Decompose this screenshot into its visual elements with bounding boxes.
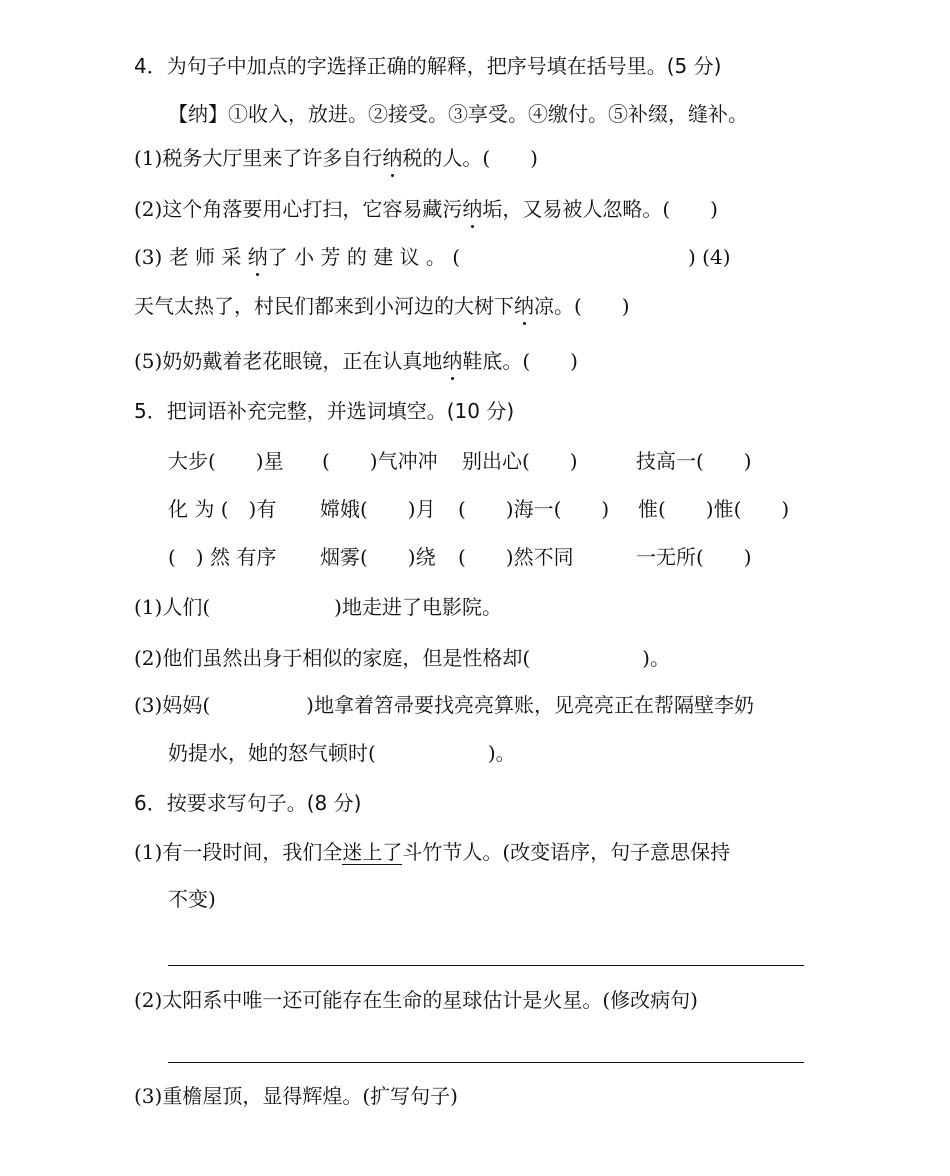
answer-line-1[interactable] [168,965,804,966]
q5-word-4: 技高一( ) [636,449,752,473]
q4-title: 4．为句子中加点的字选择正确的解释，把序号填在括号里。(5 分) [134,54,722,78]
q5-word-9: ( ) 然 有序 [168,545,277,569]
q5-fill-3: (3)妈妈( )地拿着笤帚要找亮亮算账，见亮亮正在帮隔壁李奶 [134,693,754,717]
q5-fill-2: (2)他们虽然出身于相似的家庭，但是性格却( )。 [134,646,670,670]
q5-word-6: 嫦娥( )月 [320,497,436,521]
q4-sentence-5: (5)奶奶戴着老花眼镜，正在认真地纳鞋底。( ) [134,349,578,373]
q4-sentence-2: (2)这个角落要用心打扫，它容易藏污纳垢，又易被人忽略。( ) [134,197,718,221]
q5-word-12: 一无所( ) [636,545,752,569]
answer-line-2[interactable] [168,1062,804,1063]
q6-sentence-2: (2)太阳系中唯一还可能存在生命的星球估计是火星。(修改病句) [134,988,698,1012]
q6-sentence-1: (1)有一段时间，我们全迷上了斗竹节人。(改变语序，句子意思保持 [134,840,731,864]
dotted-char: 纳 [247,245,268,269]
dotted-char: 纳 [514,294,534,318]
q5-word-2: ( )气冲冲 [322,449,438,473]
q4-definition: 【纳】①收入，放进。②接受。③享受。④缴付。⑤补缀，缝补。 [168,102,748,126]
q6-sentence-3: (3)重檐屋顶，显得辉煌。(扩写句子) [134,1084,458,1108]
q5-word-11: ( )然不同 [458,545,574,569]
q5-word-3: 别出心( ) [462,449,578,473]
q5-title: 5．把词语补充完整，并选词填空。(10 分) [134,399,515,423]
q5-word-7: ( )海一( ) [458,497,610,521]
q5-word-1: 大步( )星 [168,449,284,473]
q5-word-5: 化 为 ( )有 [168,497,277,521]
q5-fill-1: (1)人们( )地走进了电影院。 [134,595,502,619]
q5-fill-3-cont: 奶提水，她的怒气顿时( )。 [168,741,516,765]
q4-sentence-1: (1)税务大厅里来了许多自行纳税的人。( ) [134,146,538,170]
dotted-char: 纳 [462,197,483,221]
q5-word-10: 烟雾( )绕 [320,545,436,569]
dotted-char: 纳 [382,146,403,170]
underlined-phrase: 迷上了 [342,840,403,864]
q5-word-8: 惟( )惟( ) [638,497,790,521]
q4-sentence-4: 天气太热了，村民们都来到小河边的大树下纳凉。( ) [134,294,630,318]
q4-sentence-3: (3) 老 师 采 纳了 小 芳 的 建 议 。 ( [134,245,461,269]
q6-sentence-1-cont: 不变) [168,887,216,911]
q6-title: 6．按要求写句子。(8 分) [134,791,362,815]
dotted-char: 纳 [442,349,463,373]
q4-sentence-3-end: ) (4) [688,245,731,269]
